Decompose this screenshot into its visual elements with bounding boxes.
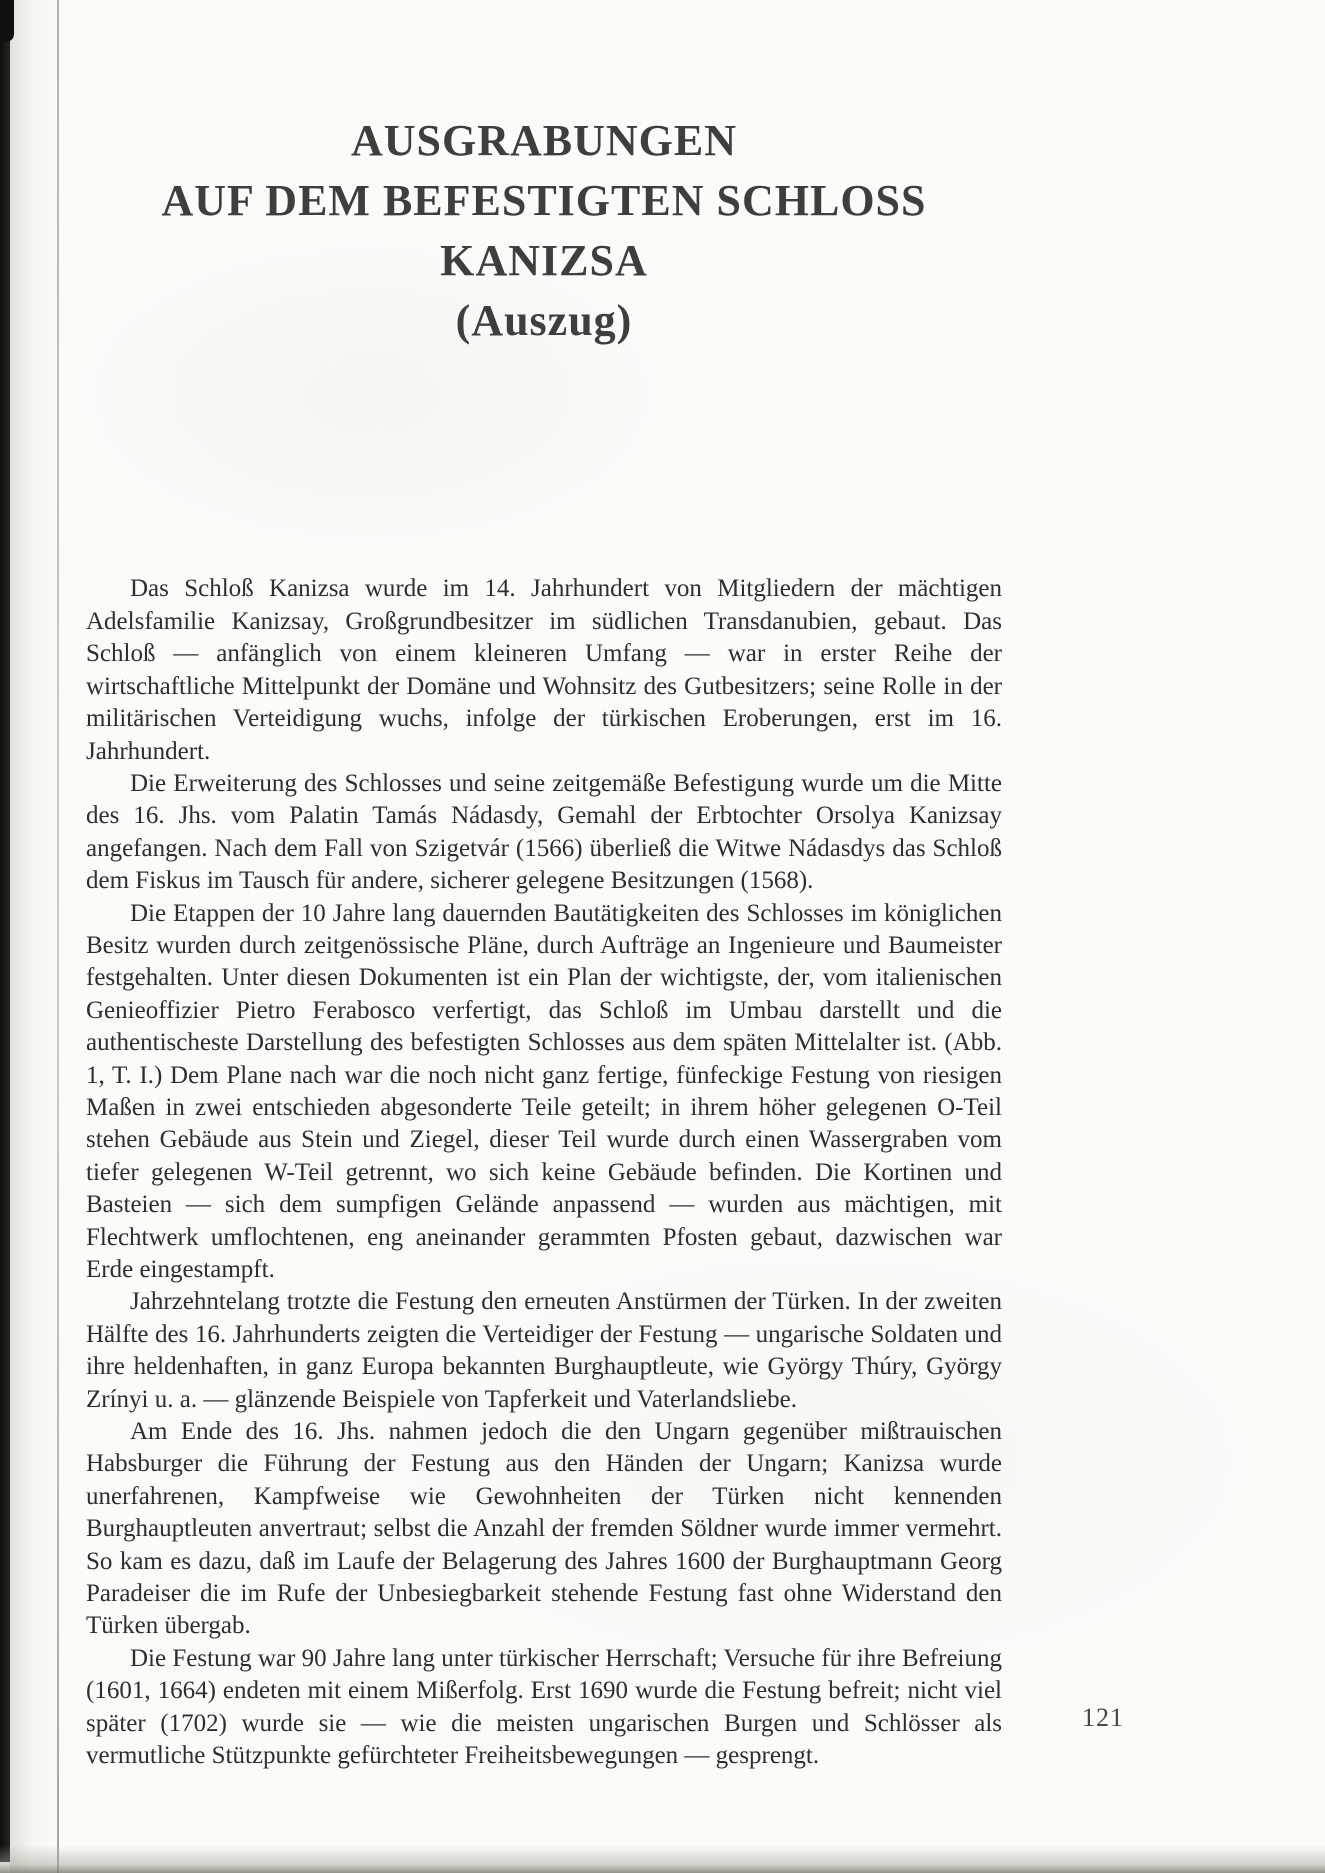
book-spine-top <box>0 0 14 42</box>
article-body <box>86 573 1002 1772</box>
book-spine-strip <box>0 0 10 1862</box>
article-title <box>86 111 1002 351</box>
paragraph-4: Jahrzehntelang trotzte die Festung den erneuten Anstürmen der Türken. In der zweiten Hälfte des 16. Jahrhunderts zeigten die Verteidiger der Festung — ungarische Soldaten und ihre heldenhaften, in ganz Europa bekannten Burghauptleute, wie György Thúry, György Zrínyi u. a. — glänzende Beispiele von Tapferkeit und Vaterlandsliebe. <box>86 1288 1002 1413</box>
paragraph-1: Das Schloß Kanizsa wurde im 14. Jahrhundert von Mitgliedern der mächtigen Adelsfamilie Kanizsay, Großgrundbesitzer im südlichen Transdanubien, gebaut. Das Schloß — anfänglich von einem kleineren Umfang — war in erster Reihe der wirtschaftliche Mittelpunkt der Domäne und Wohnsitz des Gutbesitzers; seine Rolle in der militärischen Verteidigung wuchs, infolge der türkischen Eroberungen, erst im 16. Jahrhundert. <box>86 575 1002 765</box>
paragraph-3: Die Etappen der 10 Jahre lang dauernden Bautätigkeiten des Schlosses im königlichen Besitz wurden durch zeitgenössische Pläne, durch Aufträge an Ingenieure und Baumeister festgehalten. Unter diesen Dokumenten ist ein Plan der wichtigste, der, vom italienischen Genieoffizier Pietro Ferabosco verfertigt, das Schloß im Umbau darstellt und die authentischeste Darstellung des befestigten Schlosses aus dem späten Mittelalter ist. (Abb. 1, T. I.) Dem Plane nach war die noch nicht ganz fertige, fünfeckige Festung von riesigen Maßen in zwei entschieden abgesonderte Teile geteilt; in ihrem höher gelegenen O-Teil stehen Gebäude aus Stein und Ziegel, dieser Teil wurde durch einen Wassergraben vom tiefer gelegenen W-Teil getrennt, wo sich keine Gebäude befinden. Die Kortinen und Basteien — sich dem sumpfigen Gelände anpassend — wurden aus mächtigen, mit Flechtwerk umflochtenen, eng aneinander gerammten Pfosten gebaut, dazwischen war Erde eingestampft. <box>86 899 1002 1283</box>
article-title-line-3: KANIZSA <box>440 236 648 286</box>
article-title-line-2: AUF DEM BEFESTIGTEN SCHLOSS <box>161 176 927 226</box>
page-gutter-shadow <box>10 0 57 1873</box>
page-content <box>86 82 1002 1773</box>
paragraph-5: Am Ende des 16. Jhs. nahmen jedoch die den Ungarn gegenüber mißtrauischen Habsburger die Führung der Festung aus den Händen der Ungarn; Kanizsa wurde unerfahrenen, Kampfweise wie Gewohnheiten der Türken nicht kennenden Burghauptleuten anvertraut; selbst die Anzahl der fremden Söldner wurde immer vermehrt. So kam es dazu, daß im Laufe der Belagerung des Jahres 1600 der Burghauptmann Georg Paradeiser die im Rufe der Unbesiegbarkeit stehende Festung fast ohne Widerstand den Türken übergab. <box>86 1418 1002 1640</box>
paragraph-6: Die Festung war 90 Jahre lang unter türkischer Herrschaft; Versuche für ihre Befreiung (1601, 1664) endeten mit einem Mißerfolg. Erst 1690 wurde die Festung befreit; nicht viel später (1702) wurde sie — wie die meisten ungarischen Burgen und Schlösser als vermutliche Stützpunkte gefürchteter Freiheitsbewegungen — gesprengt. <box>86 1644 1002 1770</box>
article-title-line-1: AUSGRABUNGEN <box>350 116 738 166</box>
page-number: 121 <box>1082 1703 1124 1732</box>
article-title-subtitle: (Auszug) <box>455 296 633 346</box>
paragraph-2: Die Erweiterung des Schlosses und seine zeitgemäße Befestigung wurde um die Mitte des 16. Jhs. vom Palatin Tamás Nádasdy, Gemahl der Erbtochter Orsolya Kanizsay angefangen. Nach dem Fall von Szigetvár (1566) überließ die Witwe Nádasdys das Schloß dem Fiskus im Tausch für andere, sicherer gelegene Besitzungen (1568). <box>86 769 1002 895</box>
page-edge-line <box>57 0 59 1873</box>
bottom-scan-shadow <box>0 1845 1325 1873</box>
